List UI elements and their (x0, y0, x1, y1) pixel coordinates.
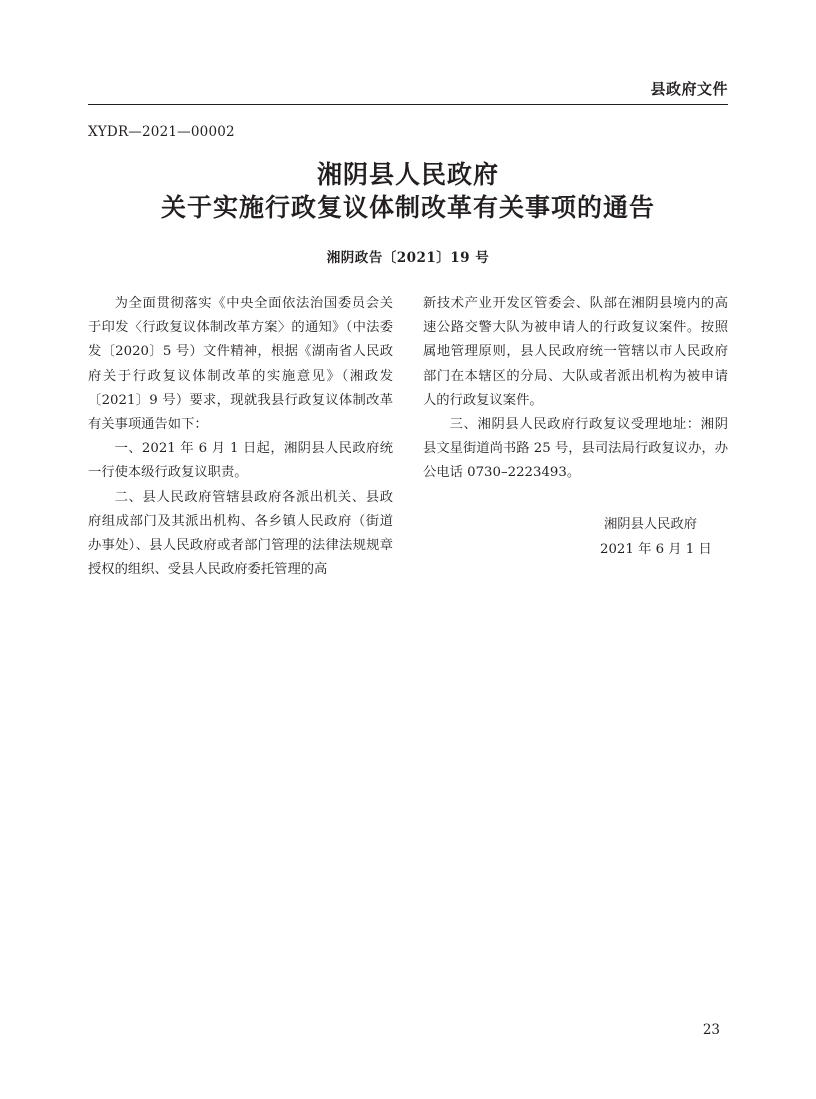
body-column-left (88, 292, 393, 582)
signature-block (540, 513, 720, 562)
title-line-2: 关于实施行政复议体制改革有关事项的通告 (160, 193, 655, 222)
paragraph-item-2: 二、县人民政府管辖县政府各派出机关、县政府组成部门及其派出机构、各乡镇人民政府（街道办事处）、县人民政府或者部门管理的法律法规规章授权的组织、受县人民政府委托管理的高 (88, 489, 393, 578)
paragraph-item-1: 一、2021 年 6 月 1 日起，湘阴县人民政府统一行使本级行政复议职责。 (88, 441, 393, 481)
document-number: 湘阴政告〔2021〕19 号 (326, 250, 490, 266)
document-title (88, 158, 728, 224)
body-column-right (423, 292, 728, 486)
header-rule (88, 104, 728, 105)
signature-date: 2021 年 6 月 1 日 (600, 541, 712, 557)
running-head: 县政府文件 (650, 80, 728, 98)
document-code: XYDR—2021—00002 (88, 124, 235, 140)
paragraph-intro: 为全面贯彻落实《中央全面依法治国委员会关于印发〈行政复议体制改革方案〉的通知》（中法委发〔2020〕5 号）文件精神，根据《湖南省人民政府关于行政复议体制改革的实施意见》（湘政发〔2021〕9 号）要求，现就我县行政复议体制改革有关事项通告如下： (88, 296, 393, 433)
paragraph-item-2-continued: 新技术产业开发区管委会、队部在湘阴县境内的高速公路交警大队为被申请人的行政复议案件。按照属地管理原则，县人民政府统一管辖以市人民政府部门在本辖区的分局、大队或者派出机构为被申请人的行政复议案件。 (423, 296, 728, 408)
paragraph-item-3: 三、湘阴县人民政府行政复议受理地址：湘阴县文星街道尚书路 25 号，县司法局行政复议办，办公电话 0730–2223493。 (423, 417, 728, 481)
title-line-1: 湘阴县人民政府 (316, 160, 499, 189)
page-number: 23 (702, 1022, 720, 1038)
signature-organization: 湘阴县人民政府 (604, 517, 698, 532)
